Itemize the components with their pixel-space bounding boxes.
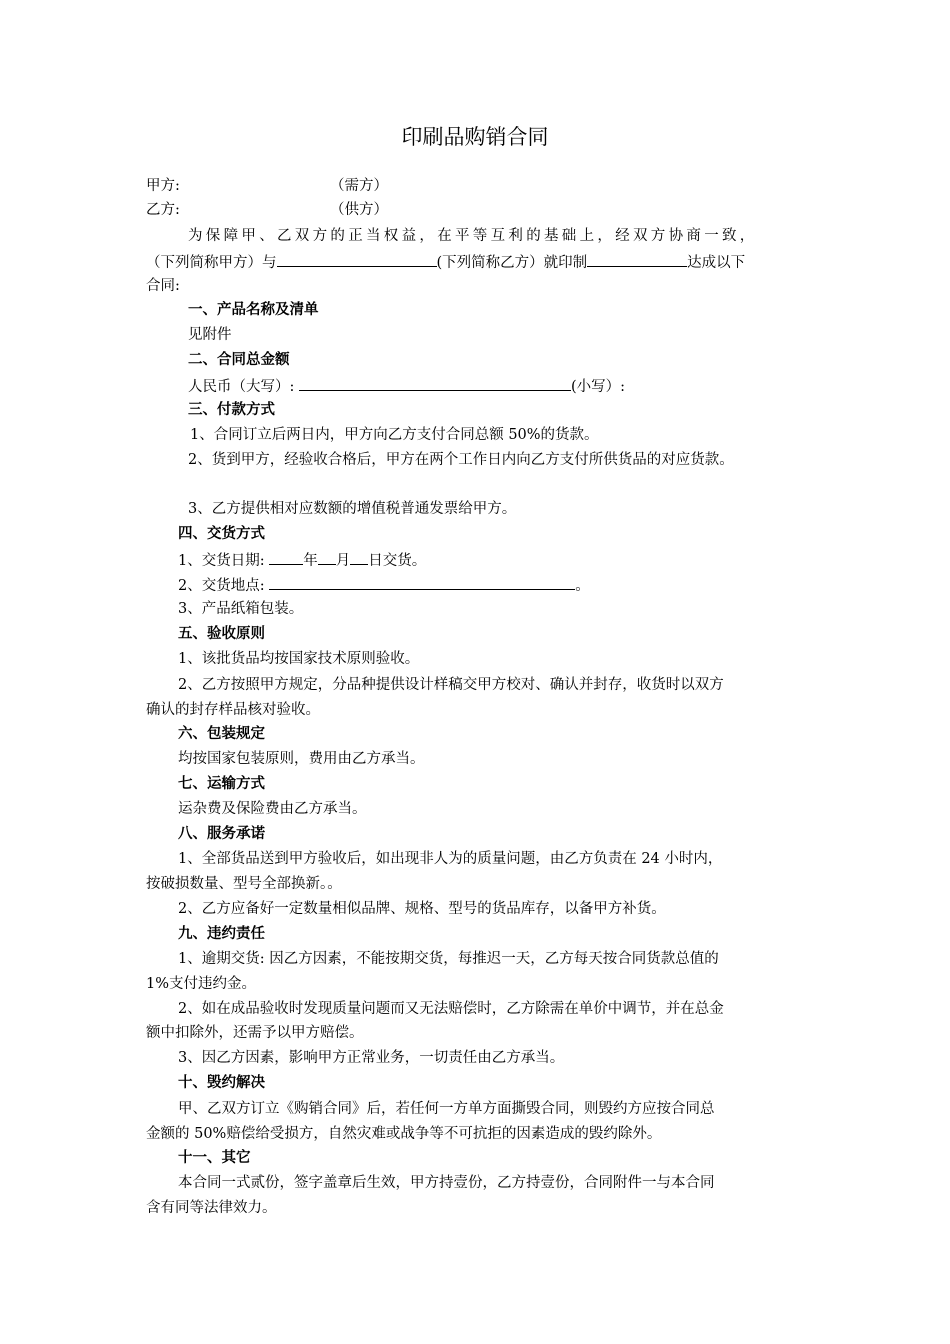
rmb-big-blank [299,375,571,391]
place-end: 。 [575,578,590,594]
year-label: 年 [303,553,318,569]
section-3-heading: 三、付款方式 [188,402,275,418]
termination-line-b: 金额的 50%赔偿给受损方，自然灾难或战争等不可抗拒的因素造成的毁约除外。 [146,1126,662,1142]
section-7-text: 运杂费及保险费由乙方承当。 [178,801,367,817]
section-1-text: 见附件 [188,327,232,343]
other-line-b: 含有同等法律效力。 [146,1200,277,1216]
termination-line-a: 甲、乙双方订立《购销合同》后，若任何一方单方面撕毁合同，则毁约方应按合同总 [178,1101,715,1117]
product-blank [587,251,687,267]
intro-line-2b: (下列简称乙方）就印制 [436,255,588,271]
party-a-role: （需方） [330,178,388,194]
payment-item-2: 2、货到甲方，经验收合格后，甲方在两个工作日内向乙方支付所供货品的对应货款。 [188,452,734,468]
section-10-heading: 十、毁约解决 [178,1075,265,1091]
section-1-heading: 一、产品名称及清单 [188,302,319,318]
service-item-1a: 1、全部货品送到甲方验收后，如出现非人为的质量问题，由乙方负责在 24 小时内， [178,851,723,867]
document-title: 印刷品购销合同 [401,125,549,149]
party-b-role: （供方） [330,202,388,218]
packaging-item: 3、产品纸箱包装。 [178,601,304,617]
service-item-2: 2、乙方应备好一定数量相似品牌、规格、型号的货品库存，以备甲方补货。 [178,901,666,917]
party-b-label: 乙方: [146,202,180,218]
delivery-date-line [178,549,426,571]
acceptance-item-1: 1、该批货品均按国家技术原则验收。 [178,651,420,667]
delivery-place-label: 2、交货地点: [178,578,265,594]
delivery-place-line [178,574,590,596]
year-blank [269,549,303,565]
month-label: 月 [335,553,351,569]
total-amount-line [188,375,625,397]
section-5-heading: 五、验收原则 [178,626,265,642]
breach-item-1b: 1%支付违约金。 [146,976,257,992]
intro-line-1: 为保障甲、乙双方的正当权益，在平等互利的基础上，经双方协商一致， [188,228,758,244]
month-blank [318,549,336,565]
rmb-big-label: 人民币（大写）: [188,379,295,395]
section-9-heading: 九、违约责任 [178,926,265,942]
intro-line-2c: 达成以下 [687,255,746,271]
party-a-label: 甲方: [146,178,180,194]
section-7-heading: 七、运输方式 [178,776,265,792]
breach-item-2b: 额中扣除外，还需予以甲方赔偿。 [146,1025,364,1041]
day-blank [350,549,368,565]
acceptance-item-2a: 2、乙方按照甲方规定，分品种提供设计样稿交甲方校对、确认并封存，收货时以双方 [178,677,724,693]
day-label: 日交货。 [368,553,427,569]
place-blank [269,574,575,590]
breach-item-2a: 2、如在成品验收时发现质量问题而又无法赔偿时，乙方除需在单价中调节，并在总金 [178,1001,724,1017]
breach-item-3: 3、因乙方因素，影响甲方正常业务，一切责任由乙方承当。 [178,1050,565,1066]
rmb-small-label: (小写）: [571,379,626,395]
payment-item-1: 1、合同订立后两日内，甲方向乙方支付合同总额 50%的货款。 [190,427,599,443]
intro-line-3: 合同: [146,278,180,294]
company-blank [277,251,437,267]
section-4-heading: 四、交货方式 [178,526,265,542]
section-2-heading: 二、合同总金额 [188,352,290,368]
section-11-heading: 十一、其它 [178,1150,251,1166]
acceptance-item-2b: 确认的封存样品核对验收。 [146,702,320,718]
service-item-1b: 按破损数量、型号全部换新。。 [146,876,342,892]
delivery-date-label: 1、交货日期: [178,553,265,569]
breach-item-1a: 1、逾期交货: 因乙方因素，不能按期交货，每推迟一天，乙方每天按合同货款总值的 [178,951,719,967]
section-6-heading: 六、包装规定 [178,726,265,742]
section-8-heading: 八、服务承诺 [178,826,265,842]
other-line-a: 本合同一式贰份，签字盖章后生效，甲方持壹份，乙方持壹份，合同附件一与本合同 [178,1175,715,1191]
intro-line-2a: （下列简称甲方）与 [146,255,277,271]
intro-line-2 [146,251,745,273]
payment-item-3: 3、乙方提供相对应数额的增值税普通发票给甲方。 [188,501,517,517]
section-6-text: 均按国家包装原则，费用由乙方承当。 [178,751,425,767]
